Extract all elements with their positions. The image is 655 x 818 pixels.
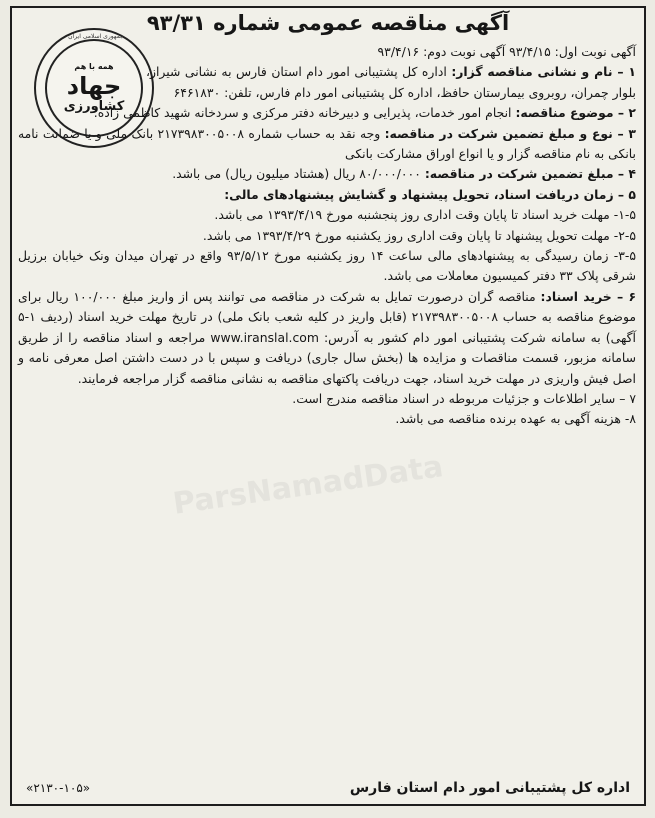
section-3: ۳ – نوع و مبلغ تضمین شرکت در مناقصه: وجه نقد به حساب شماره ۲۱۷۳۹۸۳۰۰۵۰۰۸ بانک ملی و یا ضمانت نامه بانکی به نام مناقصه گزار و یا انواع اوراق مشارکت بانکی <box>18 125 636 162</box>
section-5: ۵ – زمان دریافت اسناد، تحویل پیشنهاد و گشایش پیشنهادهای مالی: <box>224 186 636 202</box>
section-5-1: ۱-۵- مهلت خرید اسناد تا پایان وقت اداری روز پنجشنبه مورخ ۱۳۹۳/۴/۱۹ می باشد. <box>214 207 636 223</box>
section-6: ۶ – خرید اسناد: مناقصه گران درصورت تمایل به شرکت در مناقصه می توانند پس از واریز مبلغ ۱۰۰/۰۰۰ ریال برای موضوع مناقصه به حساب ۲۱۷۳۹۸۳۰۰۵۰۰۸ (قابل واریز در کلیه شعب بانک ملی) در تاریخ مهلت خرید اسناد (ردیف ۱-۵ آگهی) به سامانه شرکت پشتیبانی امور دام کشور به آدرس: www.iranslal.com مراجعه و اسناد مناقصه را از طریق سامانه مزبور، قسمت مناقصات و مزایده ها (بخش سال جاری) دریافت و سپس با در دست داشتن اصل معرفی نامه و اصل فیش واریزی در مهلت خرید اسناد، جهت دریافت پاکتهای مناقصه به نشانی مناقصه گزار مراجعه فرمایند. <box>18 288 637 386</box>
logo-main-text: جهاد <box>66 72 122 100</box>
section-4: ۴ – مبلغ تضمین شرکت در مناقصه: ۸۰/۰۰۰/۰۰۰ ریال (هشتاد میلیون ریال) می باشد. <box>172 166 636 182</box>
logo-bottom-text: کشاورزی <box>63 99 125 114</box>
logo-ring-text: جمهوری اسلامی ایران <box>68 33 124 40</box>
section-8: ۸- هزینه آگهی به عهده برنده مناقصه می باشد. <box>395 411 636 427</box>
tender-notice <box>10 6 646 806</box>
footer <box>26 778 630 798</box>
section-1: ۱ – نام و نشانی مناقصه گزار: اداره کل پشتیبانی امور دام استان فارس به نشانی شیراز، بلوار چمران، روبروی بیمارستان حافظ، اداره کل پشتیبانی امور دام فارس، تلفن: ۶۴۶۱۸۳۰ <box>146 64 636 100</box>
notice-body <box>18 42 636 430</box>
publish-dates: آگهی نوبت اول: ۹۳/۴/۱۵ آگهی نوبت دوم: ۹۳/۴/۱۶ <box>377 44 636 59</box>
footer-organization: اداره کل پشتیبانی امور دام استان فارس <box>349 780 630 796</box>
watermark: ParsNamadData <box>170 449 446 522</box>
footer-code: «۲۱۳۰-۱۰۵» <box>26 781 91 795</box>
section-5-2: ۲-۵- مهلت تحویل پیشنهاد تا پایان وقت اداری روز یکشنبه مورخ ۱۳۹۳/۴/۲۹ می باشد. <box>202 227 636 243</box>
notice-title: آگهی مناقصه عمومی شماره ۹۳/۳۱ <box>146 11 510 35</box>
section-2: ۲ – موضوع مناقصه: انجام امور خدمات، پذیرایی و دبیرخانه دفتر مرکزی و سردخانه شهید کاظمی زاده. <box>93 105 636 121</box>
section-7: ۷ – سایر اطلاعات و جزئیات مربوطه در اسناد مناقصه مندرج است. <box>292 390 636 406</box>
section-5-3: ۳-۵- زمان رسیدگی به پیشنهادهای مالی ساعت ۱۴ روز یکشنبه مورخ ۹۳/۵/۱۲ واقع در تهران میدان ونک خیابان برزیل شرقی پلاک ۳۳ دفتر کمیسیون معاملات می باشد. <box>18 248 637 284</box>
logo-top-text: همه با هم <box>74 62 114 71</box>
